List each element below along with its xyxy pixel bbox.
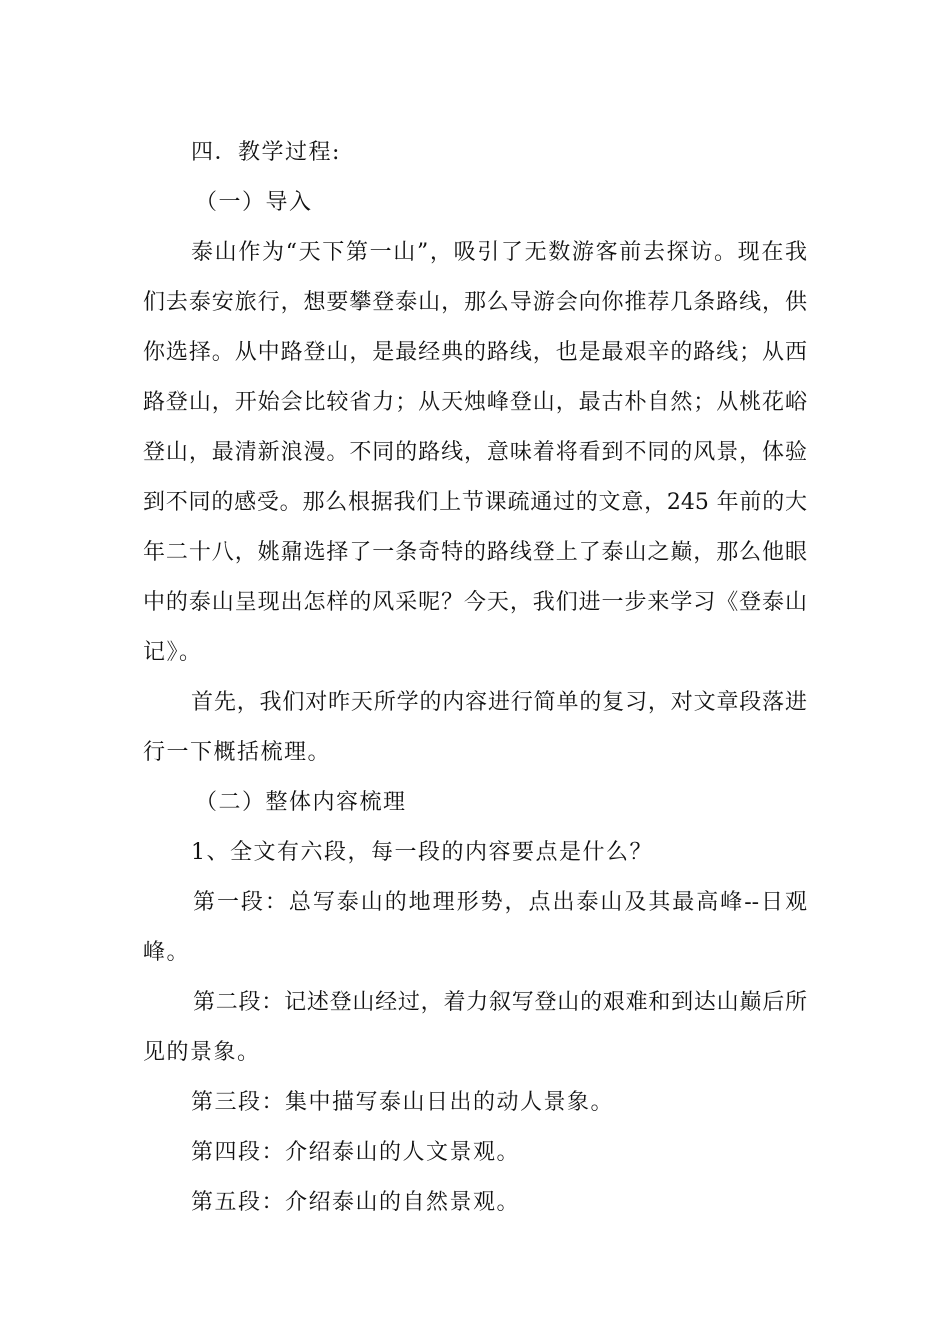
subsection-title-overview: （二）整体内容梳理 — [195, 790, 407, 815]
paragraph-line: 见的景象。 — [143, 1040, 261, 1065]
paragraph-summary-4: 第四段：介绍泰山的人文景观。 — [191, 1140, 521, 1165]
paragraph-line: 第二段：记述登山经过，着力叙写登山的艰难和到达山巅后所 — [193, 990, 807, 1015]
paragraph-summary-5: 第五段：介绍泰山的自然景观。 — [191, 1190, 521, 1215]
intro-paragraph — [143, 228, 807, 678]
paragraph-line: 年二十八，姚鼐选择了一条奇特的路线登上了泰山之巅，那么他眼 — [143, 540, 807, 565]
paragraph-line: 登山，最清新浪漫。不同的路线，意味着将看到不同的风景，体验 — [143, 440, 807, 465]
paragraph-summary-2 — [143, 978, 807, 1078]
review-paragraph — [143, 678, 807, 778]
paragraph-line: 首先，我们对昨天所学的内容进行简单的复习，对文章段落进 — [191, 690, 807, 715]
paragraph-line: 你选择。从中路登山，是最经典的路线，也是最艰辛的路线；从西 — [143, 340, 807, 365]
section-heading: 四．教学过程: — [191, 140, 341, 165]
question-line: 1、全文有六段，每一段的内容要点是什么？ — [191, 840, 653, 865]
paragraph-summary-3: 第三段：集中描写泰山日出的动人景象。 — [191, 1090, 615, 1115]
paragraph-line: 第一段：总写泰山的地理形势，点出泰山及其最高峰--日观 — [193, 890, 807, 915]
paragraph-line: 泰山作为“天下第一山”，吸引了无数游客前去探访。现在我 — [191, 240, 807, 265]
paragraph-line: 峰。 — [143, 940, 191, 965]
document-body — [143, 128, 807, 1228]
paragraph-line: 行一下概括梳理。 — [143, 740, 332, 765]
paragraph-line: 到不同的感受。那么根据我们上节课疏通过的文意，245 年前的大 — [143, 490, 807, 515]
paragraph-summary-1 — [143, 878, 807, 978]
paragraph-line: 记》。 — [143, 640, 203, 665]
paragraph-line: 们去泰安旅行，想要攀登泰山，那么导游会向你推荐几条路线，供 — [143, 290, 807, 315]
subsection-title-intro: （一）导入 — [195, 190, 313, 215]
paragraph-line: 路登山，开始会比较省力；从天烛峰登山，最古朴自然；从桃花峪 — [143, 390, 807, 415]
paragraph-line: 中的泰山呈现出怎样的风采呢？今天，我们进一步来学习《登泰山 — [143, 590, 807, 615]
